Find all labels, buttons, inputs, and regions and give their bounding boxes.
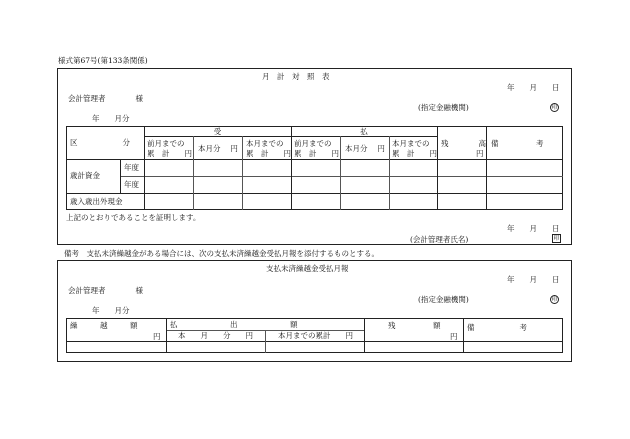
p-prev-cum-l1: 前月までの <box>294 139 332 148</box>
bottom-col-3 <box>364 318 365 353</box>
bottom-title: 支払未済繰越金受払月報 <box>266 264 349 273</box>
col-divider-5 <box>340 136 341 210</box>
signer-label: (会計管理者氏名) <box>410 235 469 244</box>
seal-icon: 印 <box>551 104 558 111</box>
col-divider-6 <box>389 136 390 210</box>
bottom-col-1 <box>166 318 167 353</box>
bottom-recipient: 会計管理者 様 <box>68 286 143 295</box>
carryover-header: 繰 越 額 <box>70 321 138 330</box>
balance-header: 残 額 <box>388 321 441 330</box>
bottom-institution: (指定金融機関) <box>418 295 469 304</box>
seal-icon: 印 <box>551 296 558 303</box>
certify-statement: 上記のとおりであることを証明します。 <box>66 213 201 222</box>
balance-unit: 円 <box>450 332 458 341</box>
p-this-cum-l1: 本月までの <box>392 139 430 148</box>
note-text: 備考 支払未済繰越金がある場合には、次の支払未済繰越金受払月報を添付するものとする。 <box>64 249 379 258</box>
col-divider-8 <box>486 126 487 210</box>
bottom-header-rule <box>66 341 563 342</box>
remarks-header: 備 考 <box>467 323 527 332</box>
bottom-month: 年 月分 <box>92 306 130 315</box>
top-title: 月 計 対 照 表 <box>262 72 330 81</box>
balance-unit: 円 <box>476 149 484 158</box>
r-this-cum-l1: 本月までの <box>246 139 284 148</box>
payout-cumulative: 本月までの累計 円 <box>278 331 353 340</box>
header-bottom-rule <box>66 159 563 160</box>
year-row-rule <box>120 176 563 177</box>
r-this-cum-l2: 累 計 円 <box>246 149 291 158</box>
p-this-month: 本月分 円 <box>345 144 385 153</box>
year-row-2: 年度 <box>124 180 139 189</box>
external-cash-label: 歳入歳出外現金 <box>70 197 123 206</box>
payout-header: 払 出 額 <box>170 320 298 329</box>
year-row-1: 年度 <box>124 163 139 172</box>
bottom-col-2 <box>265 330 266 353</box>
bottom-col-4 <box>463 318 464 353</box>
col-divider-7 <box>437 126 438 210</box>
remarks-header: 備 考 <box>491 139 544 148</box>
r-prev-cum-l1: 前月までの <box>147 139 185 148</box>
seal-icon: 印 <box>553 235 560 242</box>
col-divider-1 <box>144 126 145 210</box>
form-number: 様式第67号(第133条関係) <box>58 56 148 65</box>
r-this-month: 本月分 円 <box>198 144 238 153</box>
carryover-unit: 円 <box>153 332 161 341</box>
col-divider-4 <box>291 126 292 210</box>
certify-date: 年 月 日 <box>507 224 560 233</box>
top-date: 年 月 日 <box>507 83 560 92</box>
fund-label-divider <box>120 159 121 193</box>
top-recipient: 会計管理者 様 <box>68 94 143 103</box>
payments-header: 払 <box>360 127 368 136</box>
fund-row-rule <box>66 193 563 194</box>
r-prev-cum-l2: 累 計 円 <box>147 149 192 158</box>
p-prev-cum-l2: 累 計 円 <box>294 149 339 158</box>
receipts-header: 受 <box>213 127 222 136</box>
col-divider-2 <box>193 136 194 210</box>
col-divider-3 <box>242 136 243 210</box>
fund-label: 歳計資金 <box>70 171 100 180</box>
balance-header: 残 高 <box>441 139 486 148</box>
top-month: 年 月分 <box>92 114 130 123</box>
p-this-cum-l2: 累 計 円 <box>392 149 437 158</box>
bottom-date: 年 月 日 <box>507 275 560 284</box>
payout-this-month: 本 月 分 円 <box>178 331 253 340</box>
top-institution: (指定金融機関) <box>418 103 469 112</box>
category-header: 区 分 <box>70 138 130 147</box>
